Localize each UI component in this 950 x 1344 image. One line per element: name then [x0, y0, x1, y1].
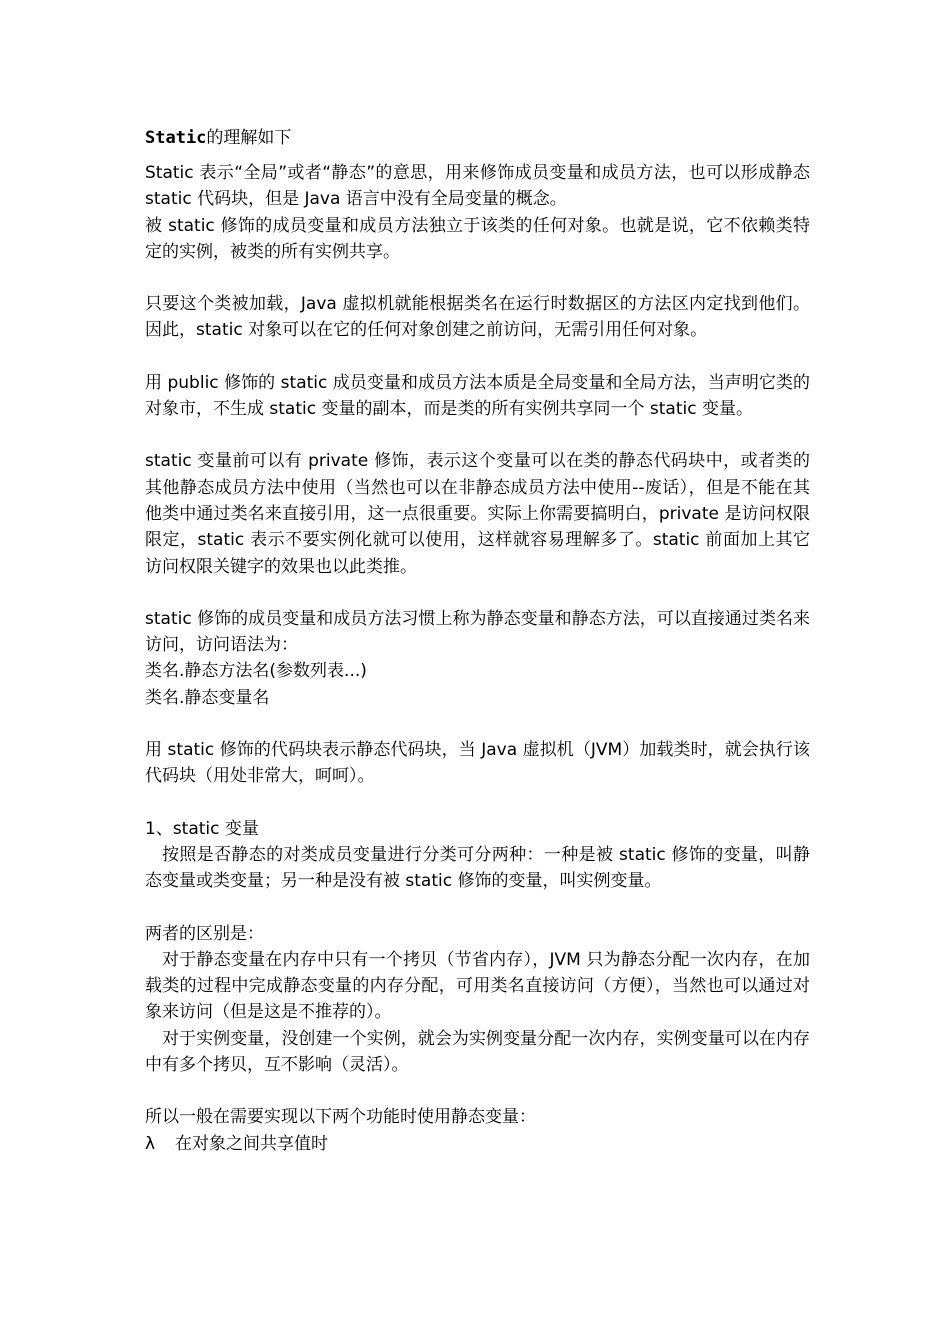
spacer — [145, 580, 810, 606]
list-item-text: 在对象之间共享值时 — [175, 1133, 328, 1154]
paragraph-use-cases: 所以一般在需要实现以下两个功能时使用静态变量： — [145, 1107, 536, 1128]
paragraph-instance-variable-memory: 对于实例变量，没创建一个实例，就会为实例变量分配一次内存，实例变量可以在内存中有多个拷贝，互不影响（灵活）。 — [145, 1028, 810, 1076]
paragraph-public-static: 用 public 修饰的 static 成员变量和成员方法本质是全局变量和全局方法，当声明它类的对象市，不生成 static 变量的副本，而是类的所有实例共享同一个 static 变量。 — [145, 372, 810, 420]
paragraph-static-meaning: Static 表示“全局”或者“静态”的意思，用来修饰成员变量和成员方法，也可以形成静态 static 代码块，但是 Java 语言中没有全局变量的概念。 — [145, 163, 810, 210]
syntax-static-method: 类名.静态方法名(参数列表...) — [145, 661, 367, 682]
syntax-static-variable: 类名.静态变量名 — [145, 687, 270, 708]
spacer — [145, 790, 810, 816]
document-title — [145, 126, 810, 150]
spacer — [145, 1078, 810, 1104]
list-item — [145, 1131, 810, 1157]
paragraph-static-variable-memory: 对于静态变量在内存中只有一个拷贝（节省内存），JVM 只为静态分配一次内存，在加载类的过程中完成静态变量的内存分配，可用类名直接访问（方便），当然也可以通过对象来访问（但是这是不推荐的）。 — [145, 949, 810, 1023]
bullet-icon: λ — [145, 1133, 156, 1154]
paragraph-static-independent: 被 static 修饰的成员变量和成员方法独立于该类的任何对象。也就是说，它不依赖类特定的实例，被类的所有实例共享。 — [145, 215, 810, 262]
paragraph-class-loading: 只要这个类被加载，Java 虚拟机就能根据类名在运行时数据区的方法区内定找到他们。因此，static 对象可以在它的任何对象创建之前访问，无需引用任何对象。 — [145, 294, 810, 341]
section-heading-static-variable: 1、static 变量 — [145, 818, 259, 839]
spacer — [145, 895, 810, 921]
document-body — [145, 126, 810, 1157]
paragraph-private-static: static 变量前可以有 private 修饰，表示这个变量可以在类的静态代码块中，或者类的其他静态成员方法中使用（当然也可以在非静态成员方法中使用--废话），但是不能在其他类中通过类名来直接引用，这一点很重要。实际上你需要搞明白，private 是访问权限限定，static 表示不要实例化就可以使用，这样就容易理解多了。static 前面加上其它访问权限关键字的效果也以此类推。 — [145, 451, 810, 577]
paragraph-difference-heading: 两者的区别是： — [145, 923, 264, 944]
spacer — [145, 422, 810, 448]
spacer — [145, 265, 810, 291]
spacer — [145, 711, 810, 737]
title-text: 的理解如下 — [206, 128, 292, 148]
title-code: Static — [145, 128, 207, 148]
paragraph-variable-classification: 按照是否静态的对类成员变量进行分类可分两种：一种是被 static 修饰的变量，叫静态变量或类变量；另一种是没有被 static 修饰的变量，叫实例变量。 — [145, 844, 810, 892]
paragraph-static-block: 用 static 修饰的代码块表示静态代码块，当 Java 虚拟机（JVM）加载类时，就会执行该代码块（用处非常大，呵呵）。 — [145, 740, 810, 787]
paragraph-access-syntax: static 修饰的成员变量和成员方法习惯上称为静态变量和静态方法，可以直接通过类名来访问，访问语法为： — [145, 608, 810, 656]
spacer — [145, 344, 810, 370]
